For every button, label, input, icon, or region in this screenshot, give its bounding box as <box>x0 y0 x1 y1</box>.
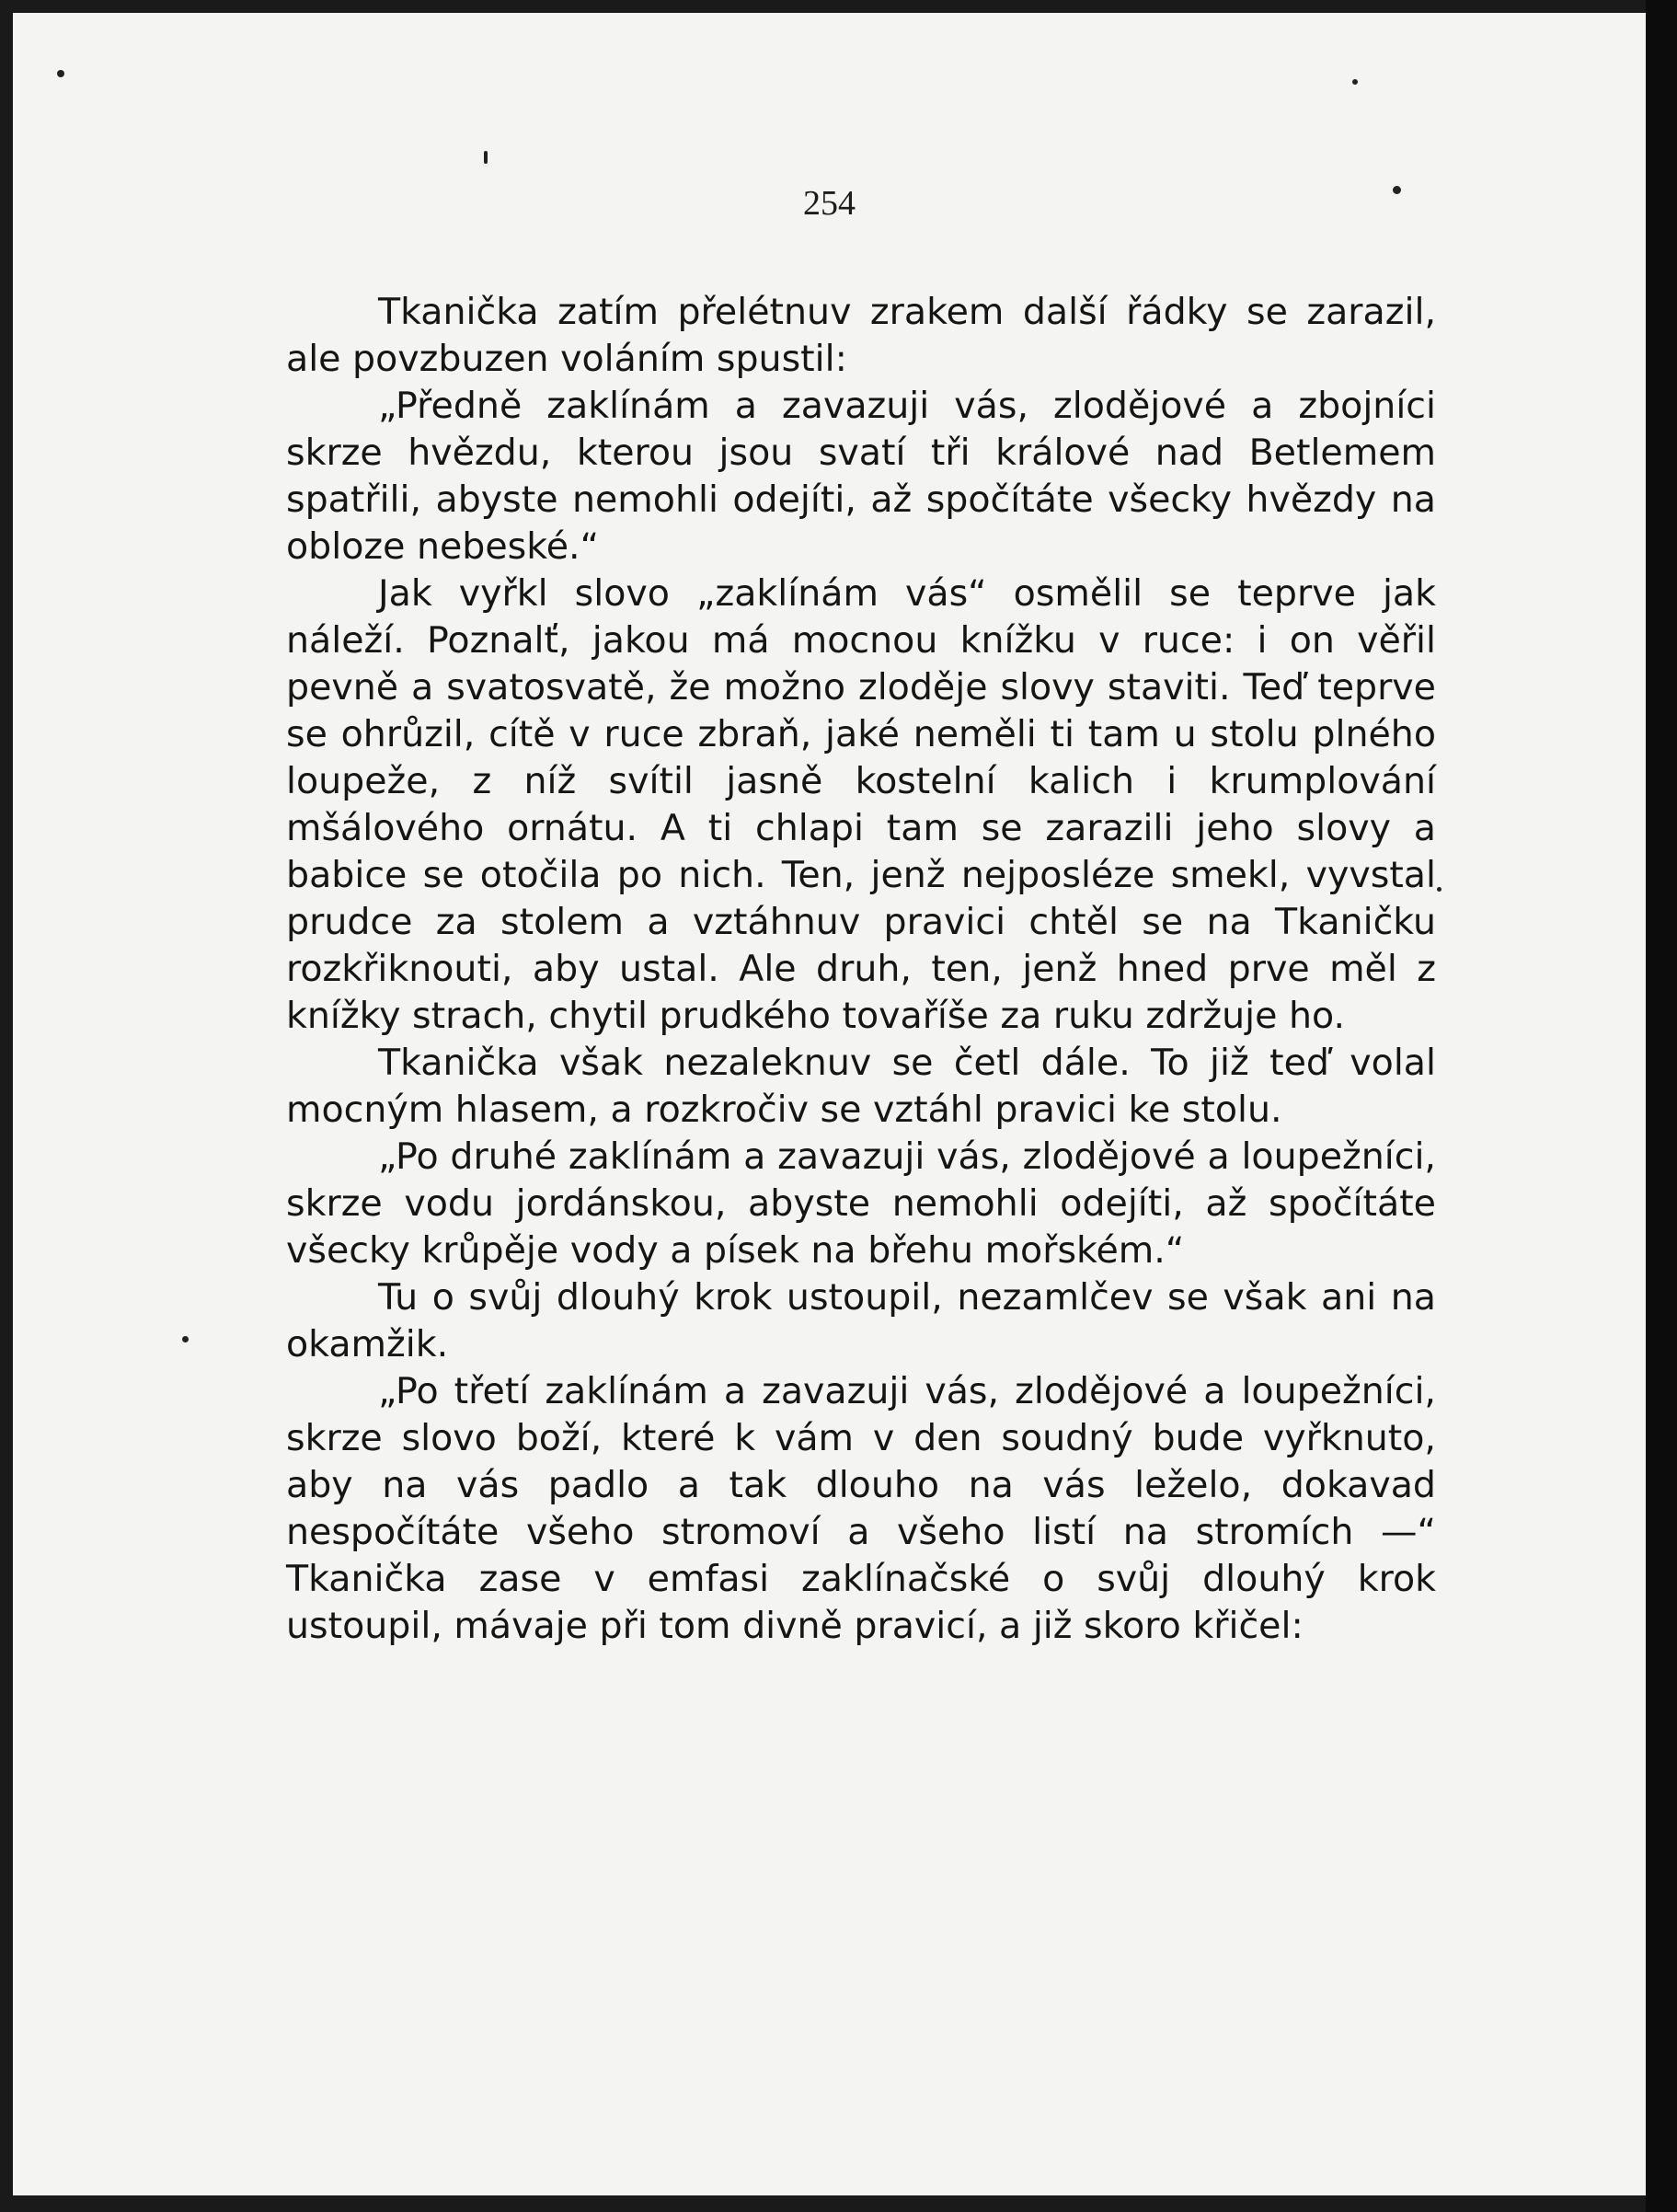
book-page <box>13 13 1646 2195</box>
paragraph: „Předně zaklínám a zavazuji vás, zlodějové a zbojníci skrze hvězdu, kterou jsou svatí tři králové nad Betlemem spatřili, abyste nemohli odejíti, až spočítáte všecky hvězdy na obloze nebeské.“ <box>286 385 1436 568</box>
paragraph: Jak vyřkl slovo „zaklínám vás“ osmělil se teprve jak náleží. Poznalť, jakou má mocnou knížku v ruce: i on věřil pevně a svatosvatě, že možno zloděje slovy staviti. Teď teprve se ohrůzil, cítě v ruce zbraň, jaké neměli ti tam u stolu plného loupeže, z níž svítil jasně kostelní kalich i krumplování mšálového ornátu. A ti chlapi tam se zarazili jeho slovy a babice se otočila po nich. Ten, jenž nejposléze smekl, vyvstal prudce za stolem a vztáhnuv pravici chtěl se na Tkaničku rozkřiknouti, aby ustal. Ale druh, ten, jenž hned prve měl z knížky strach, chytil prudkého tovaříše za ruku zdržuje ho. <box>286 572 1436 1037</box>
paragraph: „Po druhé zaklínám a zavazuji vás, zlodějové a loupežníci, skrze vodu jordánskou, abyste nemohli odejíti, až spočítáte všecky krůpěje vody a písek na břehu mořském.“ <box>286 1135 1436 1272</box>
paragraph: Tkanička však nezaleknuv se četl dále. To již teď volal mocným hlasem, a rozkročiv se vztáhl pravici ke stolu. <box>286 1042 1436 1131</box>
paragraph: Tkanička zatím přelétnuv zrakem další řádky se zarazil, ale povzbuzen voláním spustil: <box>286 291 1436 380</box>
scan-speck <box>182 1336 189 1342</box>
scan-speck <box>1437 887 1442 892</box>
paragraph: Tu o svůj dlouhý krok ustoupil, nezamlčev se však ani na okamžik. <box>286 1276 1436 1365</box>
scan-speck <box>484 151 488 164</box>
scan-speck <box>1393 186 1401 194</box>
page-number: 254 <box>803 184 856 223</box>
body-text <box>286 289 1436 1650</box>
scan-edge <box>1646 0 1677 2212</box>
scan-speck <box>1352 79 1358 85</box>
scan-speck <box>57 70 64 77</box>
paragraph: „Po třetí zaklínám a zavazuji vás, zlodějové a loupežníci, skrze slovo boží, které k vám v den soudný bude vyřknuto, aby na vás padlo a tak dlouho na vás leželo, dokavad nespočítáte všeho stromoví a všeho listí na stromích —“ Tkanička zase v emfasi zaklínačské o svůj dlouhý krok ustoupil, mávaje při tom divně pravicí, a již skoro křičel: <box>286 1370 1436 1647</box>
